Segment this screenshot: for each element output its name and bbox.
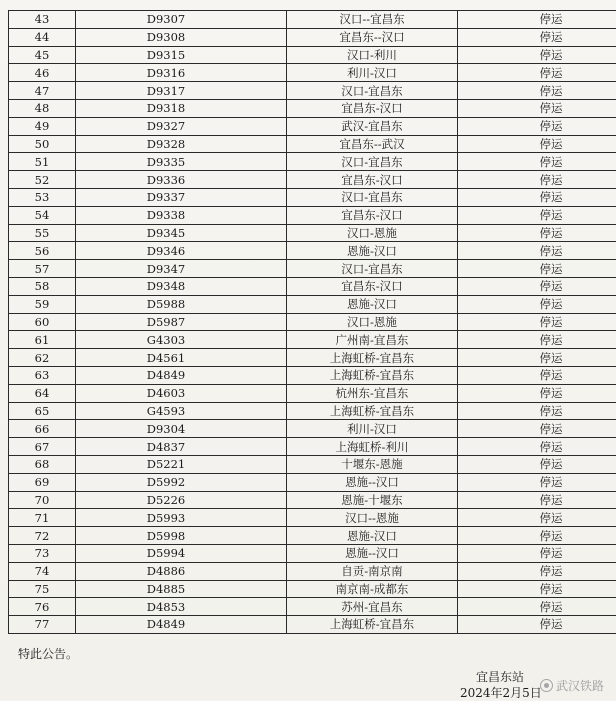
table-row [9, 117, 616, 135]
train-number: D9318 [76, 99, 287, 117]
table-row [9, 99, 616, 117]
station-name: 宜昌东站 [476, 668, 524, 685]
train-number: D4886 [76, 562, 287, 580]
train-number: D5992 [76, 473, 287, 491]
status: 停运 [458, 277, 616, 295]
table-body [9, 11, 616, 634]
status: 停运 [458, 438, 616, 456]
row-number: 65 [9, 402, 76, 420]
row-number: 57 [9, 260, 76, 278]
table-row [9, 295, 616, 313]
status: 停运 [458, 384, 616, 402]
table-row [9, 544, 616, 562]
status: 停运 [458, 11, 616, 29]
status: 停运 [458, 171, 616, 189]
train-number: D9348 [76, 277, 287, 295]
row-number: 63 [9, 366, 76, 384]
train-number: D4603 [76, 384, 287, 402]
table-row [9, 11, 616, 29]
train-number: D4561 [76, 349, 287, 367]
route: 恩施-汉口 [287, 527, 458, 545]
train-number: D9304 [76, 420, 287, 438]
row-number: 44 [9, 28, 76, 46]
route: 恩施-十堰东 [287, 491, 458, 509]
route: 上海虹桥-宜昌东 [287, 616, 458, 634]
table-row [9, 260, 616, 278]
route: 宜昌东--汉口 [287, 28, 458, 46]
train-number: D4849 [76, 616, 287, 634]
status: 停运 [458, 82, 616, 100]
train-number: D5988 [76, 295, 287, 313]
route: 宜昌东-汉口 [287, 171, 458, 189]
status: 停运 [458, 509, 616, 527]
table-row [9, 313, 616, 331]
train-number: G4303 [76, 331, 287, 349]
train-number: D9308 [76, 28, 287, 46]
train-number: D9337 [76, 188, 287, 206]
route: 汉口-宜昌东 [287, 260, 458, 278]
table-row [9, 384, 616, 402]
table-row [9, 509, 616, 527]
status: 停运 [458, 64, 616, 82]
row-number: 43 [9, 11, 76, 29]
route: 汉口-恩施 [287, 313, 458, 331]
status: 停运 [458, 260, 616, 278]
table-row [9, 331, 616, 349]
status: 停运 [458, 455, 616, 473]
train-number: D5221 [76, 455, 287, 473]
train-number: D5226 [76, 491, 287, 509]
route: 恩施--汉口 [287, 544, 458, 562]
table-row [9, 28, 616, 46]
row-number: 60 [9, 313, 76, 331]
row-number: 74 [9, 562, 76, 580]
route: 上海虹桥-宜昌东 [287, 366, 458, 384]
train-number: D4837 [76, 438, 287, 456]
route: 苏州-宜昌东 [287, 598, 458, 616]
route: 汉口-宜昌东 [287, 82, 458, 100]
train-number: D4853 [76, 598, 287, 616]
row-number: 48 [9, 99, 76, 117]
row-number: 55 [9, 224, 76, 242]
status: 停运 [458, 331, 616, 349]
status: 停运 [458, 616, 616, 634]
route: 南京南-成都东 [287, 580, 458, 598]
table-row [9, 455, 616, 473]
status: 停运 [458, 242, 616, 260]
status: 停运 [458, 313, 616, 331]
train-number: D9317 [76, 82, 287, 100]
route: 恩施-汉口 [287, 242, 458, 260]
status: 停运 [458, 420, 616, 438]
table-row [9, 188, 616, 206]
status: 停运 [458, 562, 616, 580]
issue-date: 2024年2月5日 [460, 684, 542, 701]
row-number: 45 [9, 46, 76, 64]
route: 恩施--汉口 [287, 473, 458, 491]
row-number: 73 [9, 544, 76, 562]
table-row [9, 171, 616, 189]
row-number: 71 [9, 509, 76, 527]
route: 利川-汉口 [287, 64, 458, 82]
route: 杭州东-宜昌东 [287, 384, 458, 402]
status: 停运 [458, 402, 616, 420]
train-number: D5993 [76, 509, 287, 527]
watermark-text: 武汉铁路 [556, 677, 604, 694]
train-number: D9327 [76, 117, 287, 135]
status: 停运 [458, 598, 616, 616]
row-number: 64 [9, 384, 76, 402]
row-number: 59 [9, 295, 76, 313]
status: 停运 [458, 491, 616, 509]
route: 宜昌东-汉口 [287, 206, 458, 224]
route: 自贡-南京南 [287, 562, 458, 580]
row-number: 52 [9, 171, 76, 189]
route: 宜昌东--武汉 [287, 135, 458, 153]
route: 广州南-宜昌东 [287, 331, 458, 349]
status: 停运 [458, 349, 616, 367]
route: 十堰东-恩施 [287, 455, 458, 473]
row-number: 68 [9, 455, 76, 473]
table-row [9, 473, 616, 491]
suspension-table [8, 10, 616, 634]
train-number: D9328 [76, 135, 287, 153]
train-number: D9336 [76, 171, 287, 189]
table-row [9, 527, 616, 545]
train-number: D9338 [76, 206, 287, 224]
table-row [9, 420, 616, 438]
status: 停运 [458, 473, 616, 491]
table-row [9, 153, 616, 171]
status: 停运 [458, 135, 616, 153]
table-row [9, 491, 616, 509]
row-number: 53 [9, 188, 76, 206]
row-number: 62 [9, 349, 76, 367]
watermark [540, 677, 604, 694]
train-number: D9307 [76, 11, 287, 29]
status: 停运 [458, 188, 616, 206]
route: 宜昌东-汉口 [287, 277, 458, 295]
status: 停运 [458, 153, 616, 171]
table-row [9, 242, 616, 260]
status: 停运 [458, 366, 616, 384]
table-row [9, 82, 616, 100]
route: 汉口-宜昌东 [287, 188, 458, 206]
table-row [9, 135, 616, 153]
train-number: D4885 [76, 580, 287, 598]
table-row [9, 64, 616, 82]
train-number: D9345 [76, 224, 287, 242]
row-number: 56 [9, 242, 76, 260]
row-number: 66 [9, 420, 76, 438]
route: 上海虹桥-利川 [287, 438, 458, 456]
route: 汉口-宜昌东 [287, 153, 458, 171]
row-number: 50 [9, 135, 76, 153]
row-number: 46 [9, 64, 76, 82]
train-number: D9335 [76, 153, 287, 171]
train-number: D9315 [76, 46, 287, 64]
route: 宜昌东-汉口 [287, 99, 458, 117]
status: 停运 [458, 580, 616, 598]
table-row [9, 438, 616, 456]
row-number: 49 [9, 117, 76, 135]
row-number: 51 [9, 153, 76, 171]
route: 武汉-宜昌东 [287, 117, 458, 135]
row-number: 72 [9, 527, 76, 545]
table-row [9, 580, 616, 598]
status: 停运 [458, 224, 616, 242]
row-number: 67 [9, 438, 76, 456]
status: 停运 [458, 544, 616, 562]
status: 停运 [458, 527, 616, 545]
train-number: D4849 [76, 366, 287, 384]
table-row [9, 349, 616, 367]
status: 停运 [458, 117, 616, 135]
route: 汉口--恩施 [287, 509, 458, 527]
weibo-logo-icon [540, 679, 553, 692]
row-number: 61 [9, 331, 76, 349]
status: 停运 [458, 46, 616, 64]
row-number: 75 [9, 580, 76, 598]
route: 汉口-利川 [287, 46, 458, 64]
status: 停运 [458, 28, 616, 46]
notice-text: 特此公告。 [18, 645, 78, 662]
table-row [9, 277, 616, 295]
train-number: G4593 [76, 402, 287, 420]
route: 上海虹桥-宜昌东 [287, 349, 458, 367]
row-number: 58 [9, 277, 76, 295]
table-row [9, 562, 616, 580]
row-number: 76 [9, 598, 76, 616]
route: 汉口--宜昌东 [287, 11, 458, 29]
route: 利川-汉口 [287, 420, 458, 438]
row-number: 54 [9, 206, 76, 224]
table-row [9, 598, 616, 616]
table-row [9, 206, 616, 224]
table-row [9, 616, 616, 634]
train-number: D5987 [76, 313, 287, 331]
route: 汉口-恩施 [287, 224, 458, 242]
status: 停运 [458, 295, 616, 313]
train-number: D9347 [76, 260, 287, 278]
row-number: 47 [9, 82, 76, 100]
table-row [9, 366, 616, 384]
table-row [9, 402, 616, 420]
table-row [9, 46, 616, 64]
table-row [9, 224, 616, 242]
train-number: D5994 [76, 544, 287, 562]
row-number: 77 [9, 616, 76, 634]
row-number: 70 [9, 491, 76, 509]
route: 上海虹桥-宜昌东 [287, 402, 458, 420]
status: 停运 [458, 206, 616, 224]
route: 恩施-汉口 [287, 295, 458, 313]
status: 停运 [458, 99, 616, 117]
train-number: D5998 [76, 527, 287, 545]
train-number: D9316 [76, 64, 287, 82]
train-number: D9346 [76, 242, 287, 260]
row-number: 69 [9, 473, 76, 491]
